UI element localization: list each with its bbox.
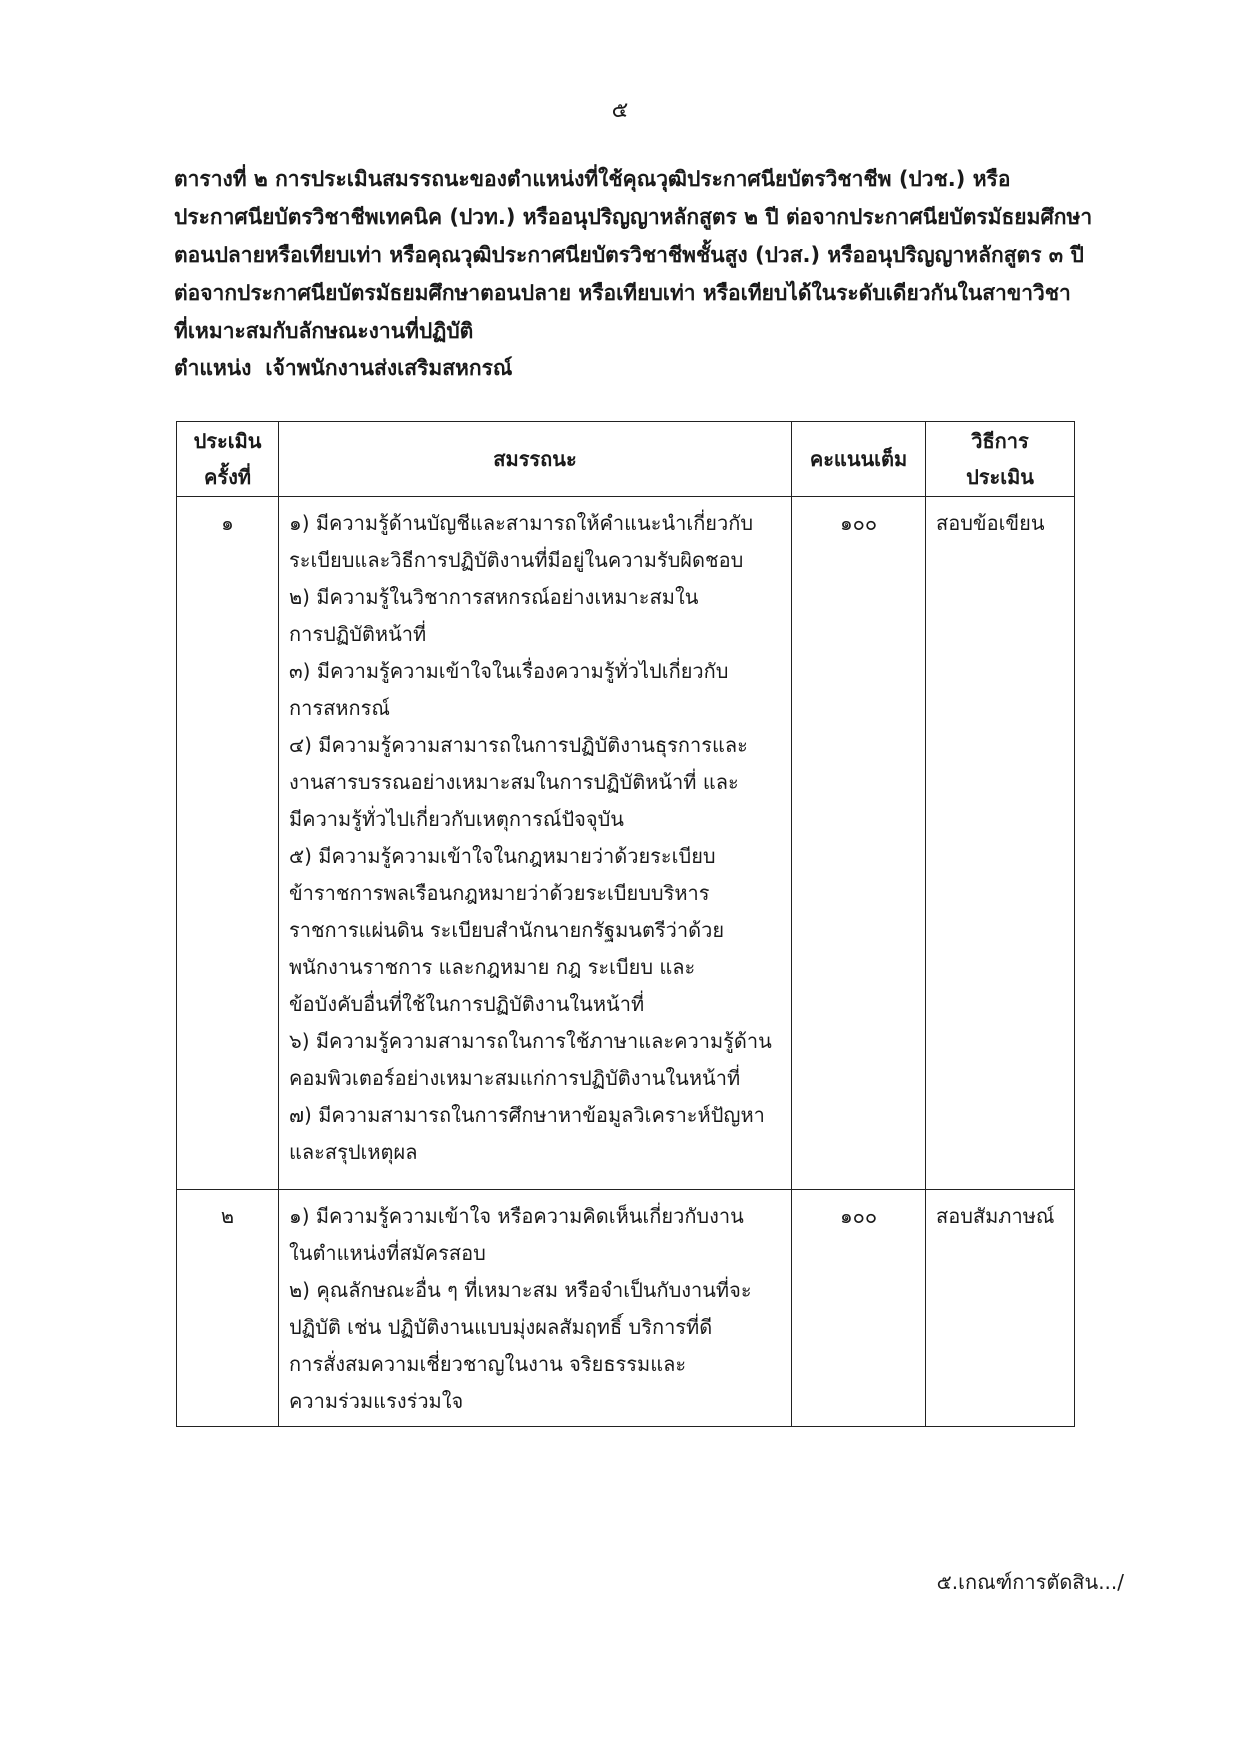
competency-line: ๓) มีความรู้ความเข้าใจในเรื่องความรู้ทั่วไปเกี่ยวกับ bbox=[289, 659, 729, 683]
header-full-score: คะแนนเต็ม bbox=[792, 422, 926, 497]
header-method-line2: ประเมิน bbox=[966, 465, 1034, 489]
competency-line: ข้าราชการพลเรือนกฎหมายว่าด้วยระเบียบบริหาร bbox=[289, 881, 710, 905]
competency-line: ๗) มีความสามารถในการศึกษาหาข้อมูลวิเคราะห์ปัญหา bbox=[289, 1103, 765, 1127]
competency-cell bbox=[279, 1190, 792, 1427]
position-label: ตำแหน่ง bbox=[174, 356, 252, 380]
header-method bbox=[926, 422, 1075, 497]
full-score-cell: ๑๐๐ bbox=[792, 1190, 926, 1427]
heading-line: ต่อจากประกาศนียบัตรมัธยมศึกษาตอนปลาย หรือเทียบเท่า หรือเทียบได้ในระดับเดียวกันในสาขาวิชา bbox=[174, 281, 1071, 305]
competency-line: งานสารบรรณอย่างเหมาะสมในการปฏิบัติหน้าที่ และ bbox=[289, 770, 739, 794]
competency-line: ๖) มีความรู้ความสามารถในการใช้ภาษาและความรู้ด้าน bbox=[289, 1029, 772, 1053]
table-header-row bbox=[177, 422, 1075, 497]
competency-line: ๑) มีความรู้ด้านบัญชีและสามารถให้คำแนะนำเกี่ยวกับ bbox=[289, 511, 754, 535]
competency-line: ในตำแหน่งที่สมัครสอบ bbox=[289, 1241, 486, 1265]
round-cell: ๒ bbox=[177, 1190, 279, 1427]
competency-cell bbox=[279, 497, 792, 1190]
competency-line: ราชการแผ่นดิน ระเบียบสำนักนายกรัฐมนตรีว่าด้วย bbox=[289, 918, 725, 942]
competency-line: ความร่วมแรงร่วมใจ bbox=[289, 1389, 464, 1413]
header-competency: สมรรถนะ bbox=[279, 422, 792, 497]
position-value: เจ้าพนักงานส่งเสริมสหกรณ์ bbox=[265, 356, 513, 380]
header-round-line1: ประเมิน bbox=[193, 429, 262, 453]
competency-line: ปฏิบัติ เช่น ปฏิบัติงานแบบมุ่งผลสัมฤทธิ์ บริการที่ดี bbox=[289, 1315, 713, 1339]
table-heading bbox=[174, 160, 1122, 350]
competency-line: การปฏิบัติหน้าที่ bbox=[289, 622, 427, 646]
header-round-line2: ครั้งที่ bbox=[203, 465, 252, 489]
round-cell: ๑ bbox=[177, 497, 279, 1190]
table-row bbox=[177, 1190, 1075, 1427]
header-method-line1: วิธีการ bbox=[971, 429, 1029, 453]
full-score-cell: ๑๐๐ bbox=[792, 497, 926, 1190]
heading-line: ประกาศนียบัตรวิชาชีพเทคนิค (ปวท.) หรืออนุปริญญาหลักสูตร ๒ ปี ต่อจากประกาศนียบัตรมัธยมศึกษา bbox=[174, 205, 1093, 229]
competency-line: การสั่งสมความเชี่ยวชาญในงาน จริยธรรมและ bbox=[289, 1352, 687, 1376]
competency-line: และสรุปเหตุผล bbox=[289, 1140, 418, 1164]
heading-line: ตารางที่ ๒ การประเมินสมรรถนะของตำแหน่งที่ใช้คุณวุฒิประกาศนียบัตรวิชาชีพ (ปวช.) หรือ bbox=[174, 167, 1011, 191]
competency-line: ๔) มีความรู้ความสามารถในการปฏิบัติงานธุรการและ bbox=[289, 733, 748, 757]
header-round bbox=[177, 422, 279, 497]
competency-line: ข้อบังคับอื่นที่ใช้ในการปฏิบัติงานในหน้าที่ bbox=[289, 992, 645, 1016]
method-cell: สอบสัมภาษณ์ bbox=[926, 1190, 1075, 1427]
competency-line: พนักงานราชการ และกฎหมาย กฎ ระเบียบ และ bbox=[289, 955, 696, 979]
competency-line: ระเบียบและวิธีการปฏิบัติงานที่มีอยู่ในความรับผิดชอบ bbox=[289, 548, 744, 572]
heading-line: ตอนปลายหรือเทียบเท่า หรือคุณวุฒิประกาศนียบัตรวิชาชีพชั้นสูง (ปวส.) หรืออนุปริญญาหลักสูตร ๓ ปี bbox=[174, 243, 1084, 267]
competency-line: ๒) มีความรู้ในวิชาการสหกรณ์อย่างเหมาะสมใน bbox=[289, 585, 699, 609]
continuation-note: ๕.เกณฑ์การตัดสิน.../ bbox=[936, 1570, 1124, 1594]
table-row bbox=[177, 497, 1075, 1190]
assessment-table bbox=[176, 421, 1075, 1427]
competency-line: ๑) มีความรู้ความเข้าใจ หรือความคิดเห็นเกี่ยวกับงาน bbox=[289, 1204, 744, 1228]
method-cell: สอบข้อเขียน bbox=[926, 497, 1075, 1190]
page-number: ๕ bbox=[611, 98, 629, 123]
competency-line: การสหกรณ์ bbox=[289, 696, 390, 720]
competency-line: คอมพิวเตอร์อย่างเหมาะสมแก่การปฏิบัติงานในหน้าที่ bbox=[289, 1066, 741, 1090]
competency-line: ๕) มีความรู้ความเข้าใจในกฎหมายว่าด้วยระเบียบ bbox=[289, 844, 716, 868]
heading-line: ที่เหมาะสมกับลักษณะงานที่ปฏิบัติ bbox=[174, 319, 474, 343]
position-line bbox=[174, 352, 512, 385]
competency-line: มีความรู้ทั่วไปเกี่ยวกับเหตุการณ์ปัจจุบัน bbox=[289, 807, 624, 831]
competency-line: ๒) คุณลักษณะอื่น ๆ ที่เหมาะสม หรือจำเป็นกับงานที่จะ bbox=[289, 1278, 752, 1302]
